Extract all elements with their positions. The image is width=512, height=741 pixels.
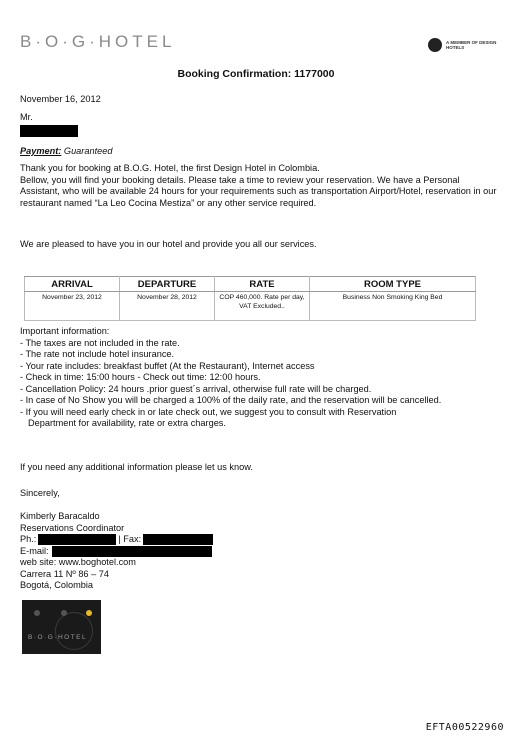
salutation — [20, 112, 78, 137]
list-item: - In case of No Show you will be charged a 100% of the daily rate, and the reservation will be cancelled. — [20, 395, 442, 405]
header-arrival: ARRIVAL — [25, 277, 120, 292]
dot-icon — [86, 610, 92, 616]
intro-paragraph — [20, 163, 500, 209]
intro-line-2: Bellow, you will find your booking details. Please take a time to review your reservation. We have a Personal Assistant, who will be available 24 hours for your requirements such as transportation Airport/Hotel, reservation in our restaurant named “La Leo Cocina Mestiza” or any other service required. — [20, 174, 497, 208]
badge-text: A MEMBER OF DESIGN HOTELS — [446, 40, 497, 50]
intro-line-1: Thank you for booking at B.O.G. Hotel, the first Design Hotel in Colombia. — [20, 163, 320, 173]
address-line: Carrera 11 Nº 86 – 74 — [20, 568, 109, 579]
signer-role: Reservations Coordinator — [20, 522, 125, 533]
page-title: Booking Confirmation: 1177000 — [177, 68, 335, 80]
brand-box-text: B·O·G·HOTEL — [28, 634, 88, 641]
list-item: - If you will need early check in or late check out, we suggest you to consult with Reservation — [20, 406, 397, 417]
list-item: - Your rate includes: breakfast buffet (At the Restaurant), Internet access — [20, 360, 315, 371]
header-room-type: ROOM TYPE — [310, 277, 476, 292]
decorative-arc — [55, 612, 93, 650]
header-departure: DEPARTURE — [120, 277, 215, 292]
phone-label: Ph.: — [20, 534, 37, 544]
design-hotels-badge — [428, 38, 508, 52]
hotel-brand-image — [22, 600, 101, 654]
city-line: Bogotá, Colombia — [20, 580, 94, 590]
list-item: - The taxes are not included in the rate. — [20, 337, 180, 348]
list-item: - The rate not include hotel insurance. — [20, 349, 175, 359]
document-id: EFTA00522960 — [425, 722, 504, 733]
booking-table — [24, 276, 476, 321]
email-label: E-mail: — [20, 545, 49, 556]
signature-block — [20, 511, 213, 592]
redacted-name — [20, 125, 78, 137]
list-item: - Check in time: 15:00 hours - Check out time: 12:00 hours. — [20, 372, 261, 382]
payment-value: Guaranteed — [63, 146, 113, 156]
closing: Sincerely, — [20, 488, 60, 498]
payment-line — [20, 146, 112, 158]
cell-arrival: November 23, 2012 — [25, 292, 120, 321]
cell-departure: November 28, 2012 — [120, 292, 215, 321]
important-info — [20, 326, 500, 430]
important-heading: Important information: — [20, 326, 110, 336]
phone-fax-line — [20, 534, 213, 546]
cell-room-type: Business Non Smoking King Bed — [310, 292, 476, 321]
payment-label: Payment: — [20, 146, 62, 156]
table-row — [25, 292, 476, 321]
email-line — [20, 546, 213, 558]
table-header-row — [25, 277, 476, 292]
website-line: web site: www.boghotel.com — [20, 557, 136, 567]
redacted-fax — [143, 534, 213, 545]
redacted-phone — [38, 534, 116, 545]
header-rate: RATE — [215, 277, 310, 292]
cell-rate: COP 460,000. Rate per day, VAT Excluded.. — [215, 292, 310, 321]
salutation-label: Mr. — [20, 112, 33, 122]
fax-label: | Fax: — [118, 534, 142, 544]
dot-icon — [61, 610, 67, 616]
pleased-paragraph: We are pleased to have you in our hotel and provide you all our services. — [20, 239, 317, 249]
dot-icon — [34, 610, 40, 616]
letter-date: November 16, 2012 — [20, 94, 101, 104]
list-item: - Cancellation Policy: 24 hours .prior guest´s arrival, otherwise full rate will be charged. — [20, 383, 372, 394]
list-item: Department for availability, rate or extra charges. — [28, 418, 226, 428]
assistance-line: If you need any additional information please let us know. — [20, 462, 253, 472]
hotel-logo: B·O·G·HOTEL — [20, 32, 176, 51]
redacted-email — [52, 546, 212, 557]
signer-name: Kimberly Baracaldo — [20, 511, 100, 521]
design-hotels-logo-icon — [428, 38, 442, 52]
